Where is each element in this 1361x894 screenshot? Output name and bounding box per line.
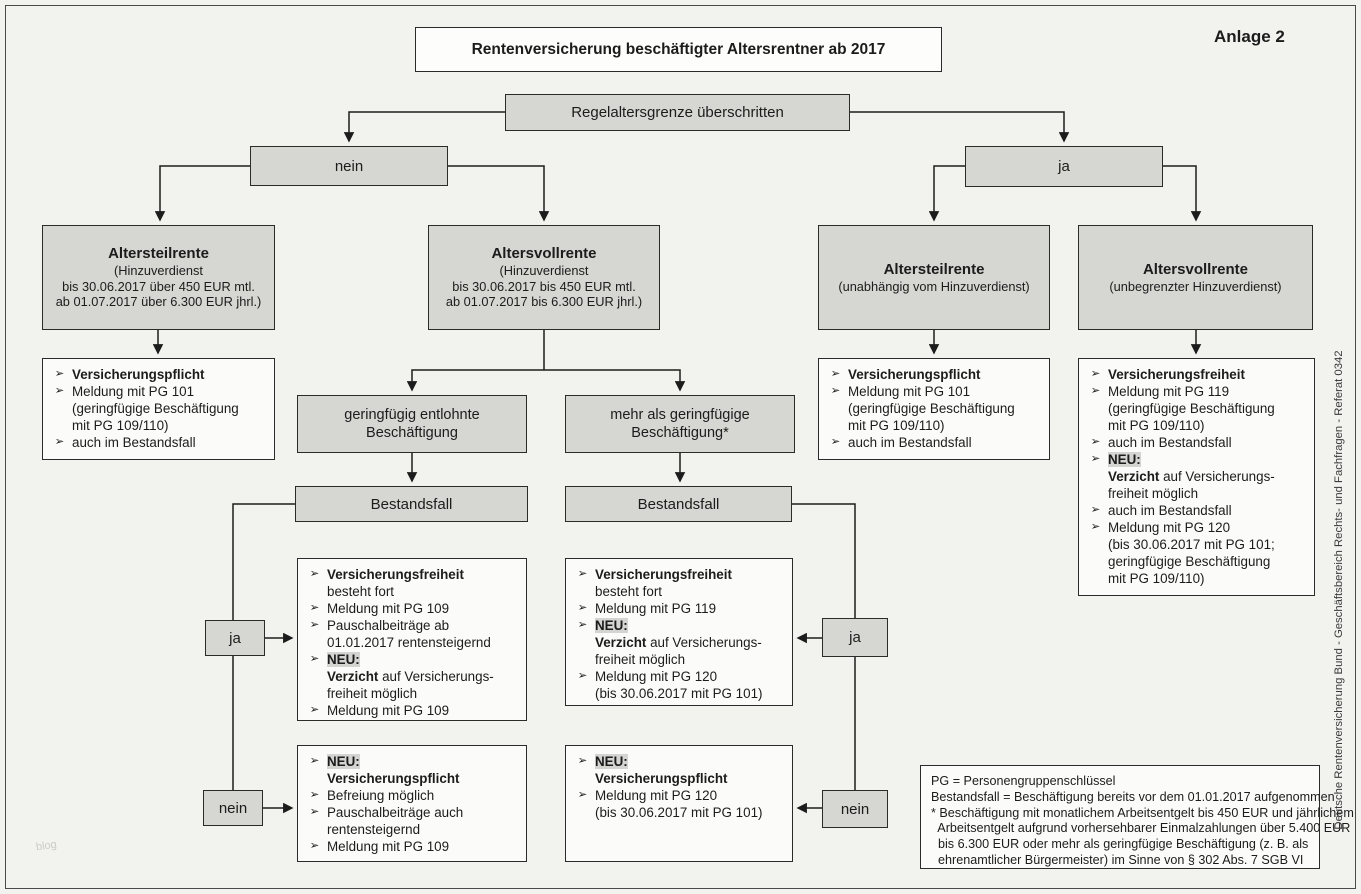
list-line — [823, 383, 1046, 400]
text-line: bis 6.300 EUR oder mehr als geringfügige Beschäftigung (z. B. als — [931, 837, 1309, 852]
node-label: nein — [334, 157, 364, 175]
list-line — [1083, 468, 1311, 485]
list-line-text: Versicherungsfreiheit — [1108, 367, 1245, 382]
text-line: ehrenamtlicher Bürgermeister) im Sinne von § 302 Abs. 7 SGB VI — [931, 852, 1304, 867]
list-line — [302, 702, 523, 719]
flow-connector — [160, 166, 250, 220]
list-line-text: Meldung mit PG 109 — [327, 839, 450, 854]
annotation-label: Anlage 2 — [1214, 27, 1285, 46]
node-title: Altersteilrente — [108, 245, 209, 263]
bullet-arrow-icon: ➢ — [309, 653, 320, 665]
list-line-text: Befreiung möglich — [327, 788, 435, 803]
text-line: Bestandsfall = Beschäftigung bereits vor dem 01.01.2017 aufgenommen — [931, 789, 1335, 804]
bullet-arrow-icon: ➢ — [577, 670, 588, 682]
bullet-arrow-icon: ➢ — [1090, 453, 1101, 465]
list-line — [1083, 536, 1311, 553]
node-nein-left — [203, 790, 263, 826]
node-title: Altersvollrente — [491, 245, 597, 263]
flow-connector — [850, 112, 1064, 141]
list-line-text: NEU: — [1108, 452, 1141, 467]
list-line-text: NEU: — [595, 754, 628, 769]
bullet-arrow-icon: ➢ — [577, 602, 588, 614]
list-line — [570, 651, 789, 668]
node-label — [610, 406, 749, 442]
list-line-text: freiheit möglich — [1108, 486, 1199, 501]
bullet-arrow-icon: ➢ — [309, 568, 320, 580]
node-ja-mid — [822, 618, 888, 657]
list-line-text: Versicherungspflicht — [327, 771, 460, 786]
text-line: * Beschäftigung mit monatlichem Arbeitsentgelt bis 450 EUR und jährlichem — [931, 805, 1354, 820]
list-line — [1083, 417, 1311, 434]
list-line — [47, 400, 271, 417]
list-line-text: (geringfügige Beschäftigung — [72, 401, 239, 416]
node-nein-mid — [822, 790, 888, 828]
list-line — [1083, 519, 1311, 536]
bullet-arrow-icon: ➢ — [1090, 504, 1101, 516]
list-line — [570, 634, 789, 651]
bullet-arrow-icon: ➢ — [1090, 436, 1101, 448]
text-line: geringfügig entlohnte — [344, 407, 480, 423]
list-line-text: NEU: — [327, 754, 360, 769]
text-line: (unbegrenzter Hinzuverdienst) — [1109, 278, 1282, 294]
bullet-arrow-icon: ➢ — [54, 436, 65, 448]
list-line-text: Verzicht auf Versicherungs- — [327, 669, 494, 684]
list-line — [1083, 366, 1311, 383]
list-line-text: besteht fort — [595, 584, 662, 599]
node-altersteilrente-right — [818, 225, 1050, 330]
list-line-text: (bis 30.06.2017 mit PG 101) — [595, 805, 763, 820]
list-line-text: auch im Bestandsfall — [1108, 435, 1232, 450]
list-line-text: Meldung mit PG 101 — [848, 384, 971, 399]
node-label: nein — [218, 799, 248, 817]
list-line-text: NEU: — [327, 652, 360, 667]
list-line-text: (bis 30.06.2017 mit PG 101) — [595, 686, 763, 701]
list-line — [302, 804, 523, 821]
list-line-text: Versicherungspflicht — [848, 367, 981, 382]
list-line-text: mit PG 109/110) — [1108, 571, 1205, 586]
list-line-text: NEU: — [595, 618, 628, 633]
bullet-arrow-icon: ➢ — [1090, 385, 1101, 397]
outcome-mehr-nein — [565, 745, 793, 862]
node-label — [344, 406, 479, 442]
bullet-arrow-icon: ➢ — [830, 368, 841, 380]
list-line-text: Verzicht auf Versicherungs- — [595, 635, 762, 650]
list-line-text: mit PG 109/110) — [1108, 418, 1205, 433]
list-line — [1083, 434, 1311, 451]
list-line-text: auch im Bestandsfall — [848, 435, 972, 450]
bullet-arrow-icon: ➢ — [830, 436, 841, 448]
side-caption: Deutsche Rentenversicherung Bund - Geschäftsbereich Rechts- und Fachfragen - Referat 0342 — [1333, 350, 1345, 830]
text-line: ab 01.07.2017 über 6.300 EUR jhrl.) — [55, 294, 262, 310]
node-subtitle — [1109, 279, 1281, 295]
text-line: Arbeitsentgelt aufgrund vorhersehbarer Einmalzahlungen über 5.400 EUR — [931, 821, 1351, 836]
list-line — [302, 600, 523, 617]
text-line: Beschäftigung* — [631, 425, 729, 441]
list-line — [1083, 383, 1311, 400]
node-altersvollrente-right — [1078, 225, 1313, 330]
bullet-arrow-icon: ➢ — [54, 385, 65, 397]
list-line — [570, 668, 789, 685]
outcome-mehr-ja — [565, 558, 793, 706]
list-line — [570, 685, 789, 702]
list-line-text: Meldung mit PG 120 — [595, 669, 718, 684]
list-line — [302, 566, 523, 583]
flow-connector — [934, 166, 965, 220]
list-line — [47, 417, 271, 434]
list-line-text: Versicherungsfreiheit — [327, 567, 464, 582]
watermark: blog — [35, 838, 58, 854]
node-label: ja — [229, 629, 241, 647]
text-line: ab 01.07.2017 bis 6.300 EUR jhrl.) — [445, 294, 643, 310]
list-line — [302, 634, 523, 651]
list-line-text: Meldung mit PG 120 — [1108, 520, 1231, 535]
bullet-arrow-icon: ➢ — [309, 789, 320, 801]
list-line — [1083, 400, 1311, 417]
list-line — [823, 417, 1046, 434]
list-line-text: Versicherungspflicht — [72, 367, 205, 382]
node-altersvollrente-left — [428, 225, 660, 330]
list-line-text: Meldung mit PG 109 — [327, 703, 450, 718]
list-line — [570, 787, 789, 804]
node-bestandsfall-right — [565, 486, 792, 522]
flow-connector — [544, 370, 680, 390]
list-line-text: Meldung mit PG 101 — [72, 384, 195, 399]
bullet-arrow-icon: ➢ — [309, 840, 320, 852]
text-line: bis 30.06.2017 bis 450 EUR mtl. — [452, 278, 636, 294]
list-line — [823, 400, 1046, 417]
node-subtitle — [838, 279, 1029, 295]
outcome-geringfuegig-nein — [297, 745, 527, 862]
diagram-title-box — [415, 27, 942, 72]
list-line — [570, 617, 789, 634]
bullet-arrow-icon: ➢ — [54, 368, 65, 380]
node-regelaltersgrenze — [505, 94, 850, 131]
node-label: Bestandsfall — [637, 495, 720, 513]
list-line — [47, 366, 271, 383]
bullet-arrow-icon: ➢ — [577, 755, 588, 767]
node-altersteilrente-left — [42, 225, 275, 330]
list-line — [570, 804, 789, 821]
node-subtitle — [446, 263, 642, 310]
bullet-arrow-icon: ➢ — [309, 806, 320, 818]
list-line-text: Verzicht auf Versicherungs- — [1108, 469, 1275, 484]
list-line-text: (bis 30.06.2017 mit PG 101; — [1108, 537, 1275, 552]
list-line — [302, 753, 523, 770]
list-line — [1083, 485, 1311, 502]
bullet-arrow-icon: ➢ — [577, 619, 588, 631]
node-mehr-als-geringfuegig — [565, 395, 795, 453]
bullet-arrow-icon: ➢ — [309, 755, 320, 767]
list-line — [302, 838, 523, 855]
list-line-text: Pauschalbeiträge ab — [327, 618, 450, 633]
node-bestandsfall-left — [295, 486, 528, 522]
list-line — [570, 583, 789, 600]
flow-connector — [412, 370, 544, 390]
list-line-text: geringfügige Beschäftigung — [1108, 554, 1271, 569]
list-line-text: Meldung mit PG 120 — [595, 788, 718, 803]
list-line — [302, 617, 523, 634]
list-line — [570, 566, 789, 583]
node-label: nein — [840, 800, 870, 818]
list-line-text: Meldung mit PG 119 — [595, 601, 717, 616]
bullet-arrow-icon: ➢ — [309, 704, 320, 716]
list-line-text: mit PG 109/110) — [72, 418, 169, 433]
list-line — [823, 366, 1046, 383]
node-label: Regelaltersgrenze überschritten — [571, 104, 784, 121]
list-line — [1083, 553, 1311, 570]
list-line-text: Meldung mit PG 109 — [327, 601, 450, 616]
list-line-text: Versicherungspflicht — [595, 771, 728, 786]
list-line — [570, 770, 789, 787]
list-line — [302, 651, 523, 668]
node-title: Altersvollrente — [1142, 260, 1249, 278]
list-line-text: Versicherungsfreiheit — [595, 567, 732, 582]
flow-connector — [349, 112, 505, 141]
list-line-text: (geringfügige Beschäftigung — [1108, 401, 1275, 416]
list-line — [47, 434, 271, 451]
diagram-title: Rentenversicherung beschäftigter Altersrentner ab 2017 — [471, 40, 886, 58]
text-line: mehr als geringfügige — [610, 407, 750, 423]
list-line — [823, 434, 1046, 451]
list-line-text: Meldung mit PG 119 — [1108, 384, 1230, 399]
bullet-arrow-icon: ➢ — [1090, 368, 1101, 380]
bullet-arrow-icon: ➢ — [309, 602, 320, 614]
list-line-text: rentensteigernd — [327, 822, 421, 837]
list-line-text: besteht fort — [327, 584, 394, 599]
list-line-text: mit PG 109/110) — [848, 418, 945, 433]
list-line — [1083, 570, 1311, 587]
list-line-text: 01.01.2017 rentensteigernd — [327, 635, 491, 650]
outcome-geringfuegig-ja — [297, 558, 527, 721]
node-ja-left — [205, 620, 265, 656]
list-line — [47, 383, 271, 400]
node-label: Bestandsfall — [370, 495, 453, 513]
outcome-altersvollrente-right — [1078, 358, 1315, 596]
list-line-text: auch im Bestandsfall — [1108, 503, 1232, 518]
list-line — [1083, 451, 1311, 468]
outcome-altersteilrente-left — [42, 358, 275, 460]
text-line: (Hinzuverdienst — [499, 263, 589, 279]
list-line-text: auch im Bestandsfall — [72, 435, 196, 450]
list-line-text: freiheit möglich — [595, 652, 686, 667]
node-geringfuegig-beschaeftigung — [297, 395, 527, 453]
list-line — [570, 753, 789, 770]
list-line-text: Pauschalbeiträge auch — [327, 805, 464, 820]
text-line: PG = Personengruppenschlüssel — [931, 774, 1116, 788]
list-line — [302, 770, 523, 787]
node-subtitle — [56, 263, 262, 310]
flow-connector — [448, 166, 544, 220]
flow-connector — [1163, 166, 1196, 220]
bullet-arrow-icon: ➢ — [1090, 521, 1101, 533]
node-title: Altersteilrente — [883, 260, 985, 278]
text-line: Beschäftigung — [366, 425, 458, 441]
outcome-altersteilrente-right — [818, 358, 1050, 460]
node-label: ja — [1058, 158, 1070, 175]
list-line — [302, 685, 523, 702]
bullet-arrow-icon: ➢ — [309, 619, 320, 631]
legend-box — [920, 765, 1354, 869]
list-line — [302, 668, 523, 685]
node-nein-top — [250, 146, 448, 186]
list-line — [1083, 502, 1311, 519]
list-line — [302, 583, 523, 600]
list-line — [302, 821, 523, 838]
text-line: (unabhängig vom Hinzuverdienst) — [838, 278, 1030, 294]
list-line — [570, 600, 789, 617]
list-line-text: (geringfügige Beschäftigung — [848, 401, 1015, 416]
node-ja-top — [965, 146, 1163, 187]
bullet-arrow-icon: ➢ — [577, 568, 588, 580]
node-label: ja — [849, 629, 861, 646]
list-line — [302, 787, 523, 804]
list-line-text: freiheit möglich — [327, 686, 418, 701]
bullet-arrow-icon: ➢ — [830, 385, 841, 397]
bullet-arrow-icon: ➢ — [577, 789, 588, 801]
text-line: bis 30.06.2017 über 450 EUR mtl. — [62, 278, 255, 294]
text-line: (Hinzuverdienst — [114, 263, 203, 279]
